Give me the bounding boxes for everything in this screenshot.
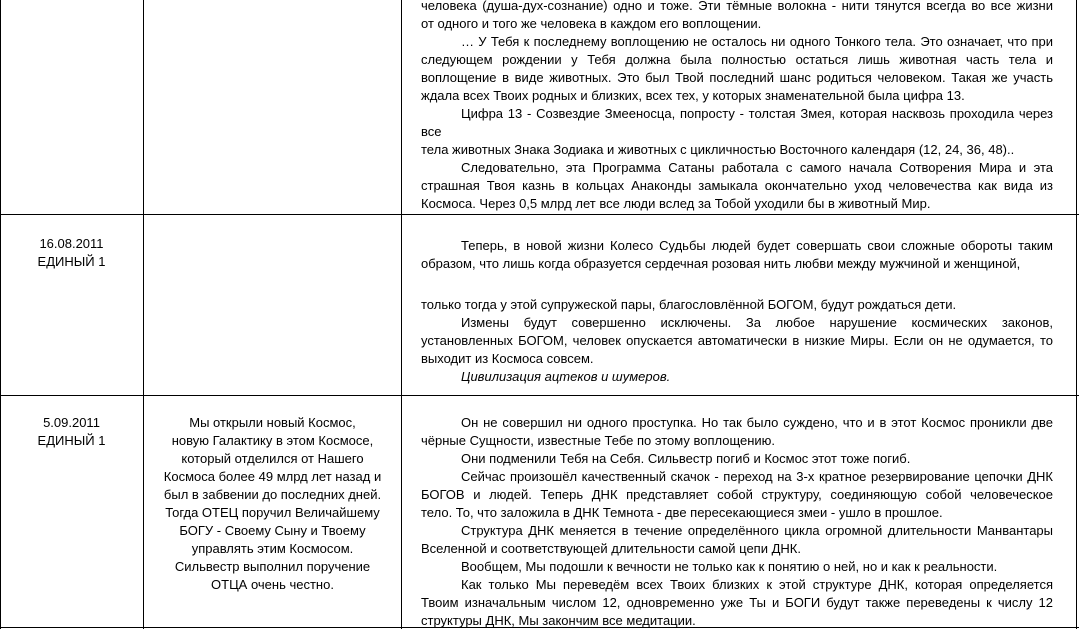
text-line: Следовательно, эта Программа Сатаны работала с самого начала Сотворения Мира и эта	[461, 160, 1053, 175]
text-line: выходит из Космоса совсем.	[421, 351, 594, 366]
table-border-left	[0, 0, 1, 629]
text-line: БОГОВ и людей. Теперь ДНК представляет собой структуру, соединяющую собой человеческое	[421, 487, 1053, 502]
text-line: ждала всех Твоих родных и близких, всех тех, у которых знаменательной была цифра 13.	[421, 88, 965, 103]
text-line: Вообщем, Мы подошли к вечности не только как к понятию о ней, но и как к реальности.	[461, 559, 998, 574]
text-line: Цивилизация ацтеков и шумеров.	[461, 369, 671, 384]
middle-line: новую Галактику в этом Космосе,	[171, 433, 374, 448]
middle-line: управлять этим Космосом.	[191, 541, 354, 556]
text-line: Теперь, в новой жизни Колесо Судьбы людей будет совершать свои сложные обороты таким	[461, 238, 1053, 253]
text-line: Структура ДНК меняется в течение определённого цикла огромной длительности Манвантары	[461, 523, 1053, 538]
text-line: Цифра 13 - Созвездие Змееносца, попросту - толстая Змея, которая насквозь проходила через все	[421, 106, 1053, 139]
row-2-date: 5.09.2011	[43, 415, 100, 430]
text-line: Космоса. Через 0,5 млрд лет все люди вслед за Тобой уходили бы в животный Мир.	[421, 196, 931, 211]
middle-line: Сильвестр выполнил поручение	[174, 559, 371, 574]
text-line: человека (душа-дух-сознание) одно и тоже. Эти тёмные волокна - нити тянутся всегда во все жизни	[421, 0, 1053, 13]
text-line: от одного и того же человека в каждом его воплощении.	[421, 16, 762, 31]
row-1-date: 16.08.2011	[39, 236, 104, 251]
text-line: тела животных Знака Зодиака и животных с цикличностью Восточного календаря (12, 24, 36, 48)..	[421, 142, 1015, 157]
text-line: Он не совершил ни одного проступка. Но так было суждено, что и в этот Космос проникли две	[461, 415, 1053, 430]
row-divider-1	[0, 214, 1079, 215]
row-1-date-cell	[0, 235, 143, 271]
row-1-label: ЕДИНЫЙ 1	[37, 254, 106, 269]
middle-line: Мы открыли новый Космос,	[189, 415, 356, 430]
text-line: Измены будут совершенно исключены. За любое нарушение космических законов,	[461, 315, 1053, 330]
row-divider-2	[0, 395, 1079, 396]
text-line: Они подменили Тебя на Себя. Сильвестр погиб и Космос этот тоже погиб.	[461, 451, 911, 466]
row-2-middle-cell	[144, 414, 401, 594]
row-1-text-cell	[421, 237, 1053, 386]
row-2-text-cell	[421, 414, 1053, 630]
text-line: Сейчас произошёл качественный скачок - переход на 3-х кратное резервирование цепочки ДНК	[461, 469, 1053, 484]
text-line: страшная Твоя казнь в кольцах Анаконды замыкала окончательно уход человечества как вида из	[421, 178, 1053, 193]
text-line: Как только Мы переведём всех Твоих близких к этой структуре ДНК, которая определяется	[461, 577, 1053, 592]
paragraph-gap	[421, 273, 1053, 296]
table-border-col2	[401, 0, 402, 629]
middle-line: Космоса более 49 млрд лет назад и	[163, 469, 382, 484]
row-2-label: ЕДИНЫЙ 1	[37, 433, 106, 448]
text-line: только тогда у этой супружеской пары, благословлённой БОГОМ, будут рождаться дети.	[421, 297, 957, 312]
row-0-text-cell	[421, 0, 1053, 213]
middle-line: Тогда ОТЕЦ поручил Величайшему	[165, 505, 380, 520]
row-2-date-cell	[0, 414, 143, 450]
text-line: установленных БОГОМ, человек опускается автоматически в низкие Миры. Если он не одумается, то	[421, 333, 1053, 348]
text-line: образом, что лишь когда образуется сердечная розовая нить любви между мужчиной и женщиной,	[421, 256, 1021, 271]
text-line: тело. То, что заложила в ДНК Темнота - две пересекающиеся змеи - ушло в прошлое.	[421, 505, 943, 520]
table-border-right	[1076, 0, 1077, 629]
middle-line: ОТЦА очень честно.	[211, 577, 334, 592]
text-line: следующем рождении у Тебя должна была полностью остаться лишь животная часть тела и	[421, 52, 1053, 67]
middle-line: был в забвении до последних дней.	[163, 487, 382, 502]
middle-line: БОГУ - Своему Сыну и Твоему	[179, 523, 366, 538]
text-line: структуры ДНК, Мы закончим все медитации.	[421, 613, 696, 628]
text-line: … У Тебя к последнему воплощению не осталось ни одного Тонкого тела. Это означает, что при	[461, 34, 1053, 49]
text-line: чёрные Сущности, известные Тебе по этому воплощению.	[421, 433, 776, 448]
text-line: Твоим изначальным числом 12, одновременно уже Ты и БОГИ будут также переведены к числу 12	[421, 595, 1053, 610]
text-line: воплощение в виде животных. Это был Твой последний шанс родиться человеком. Такая же участь	[421, 70, 1053, 85]
middle-line: который отделился от Нашего	[181, 451, 364, 466]
text-line: Вселенной и соответствующей длительности самой цепи ДНК.	[421, 541, 801, 556]
